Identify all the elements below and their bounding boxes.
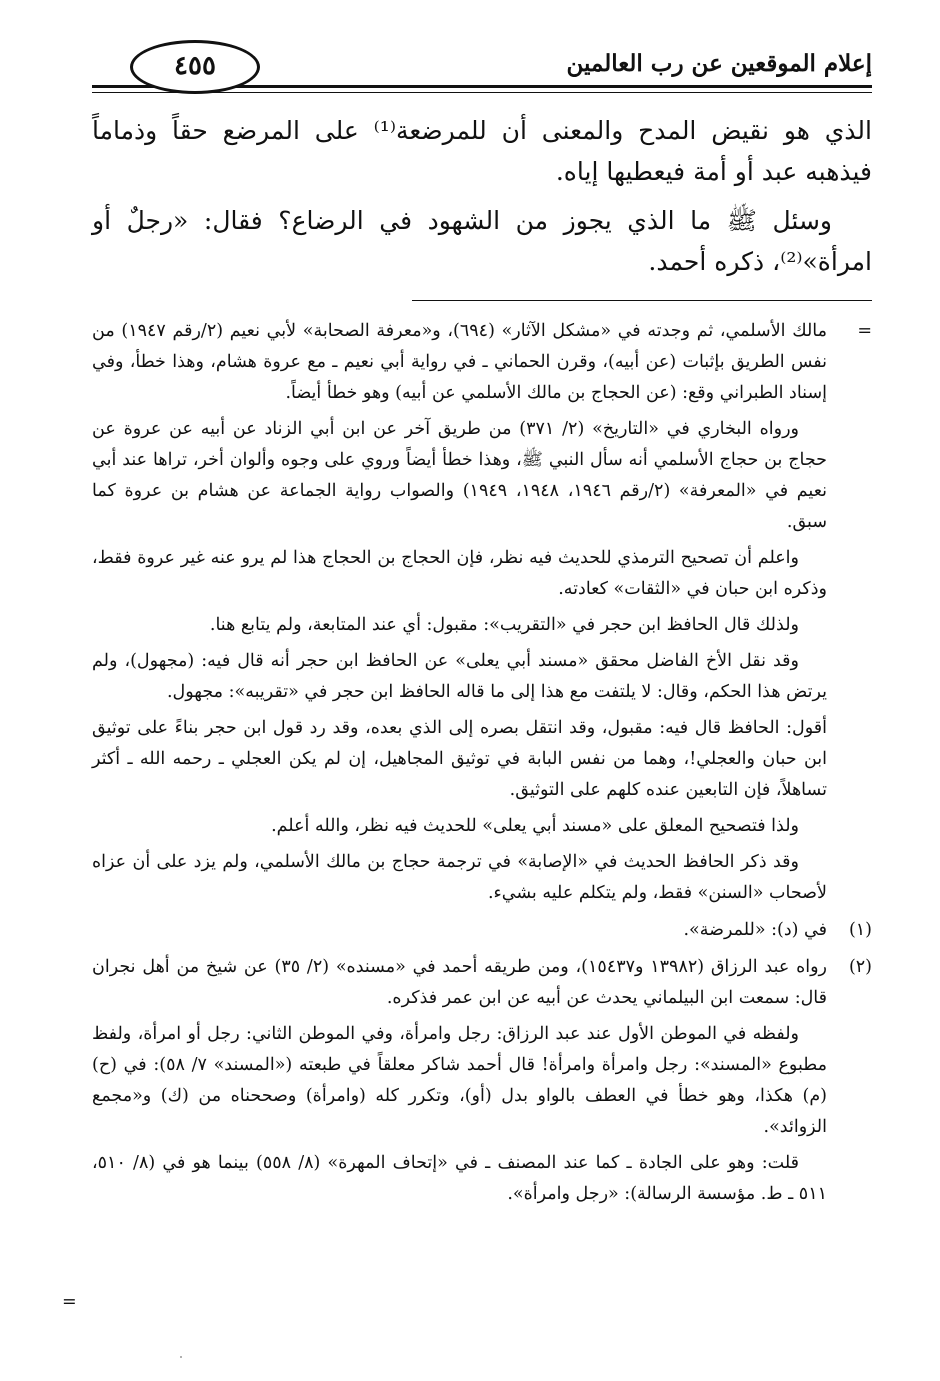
footnote-paragraph: ولذلك قال الحافظ ابن حجر في «التقريب»: مقبول: أي عند المتابعة، ولم يتابع هنا. <box>209 615 799 635</box>
footnote-paragraph: وقد ذكر الحافظ الحديث في «الإصابة» في ترجمة حجاج بن مالك الأسلمي، ولم يزد على أن عزاه لأصحاب «السنن» فقط، ولم يتكلم عليه بشيء. <box>92 852 827 903</box>
footnote-paragraph: رواه عبد الرزاق (١٣٩٨٢ و١٥٤٣٧)، ومن طريقه أحمد في «مسنده» (٢/ ٣٥) عن شيخ من أهل نجران قال: سمعت ابن البيلماني يحدث عن أبيه عن ابن عمر فذكره. <box>92 957 827 1008</box>
footnote-continued <box>92 316 872 909</box>
footnote-1 <box>92 915 872 946</box>
page-number: ٤٥٥ <box>130 40 260 94</box>
footnote-paragraph: مالك الأسلمي، ثم وجدته في «مشكل الآثار» (٦٩٤)، و«معرفة الصحابة» لأبي نعيم (٢/رقم ١٩٤٧) من نفس الطريق بإثبات (عن أبيه)، وقرن الحماني ـ في رواية أبي نعيم ـ مع عروة هشام، وهذا خطأ، وفي إسناد الطبراني وقع: (عن الحجاج بن مالك الأسلمي عن أبيه) وهو خطأ أيضاً. <box>92 321 827 403</box>
main-paragraph-1: الذي هو نقيض المدح والمعنى أن للمرضعة⁽¹⁾ على المرضع حقاً وذماماً فيذهبه عبد أو أمة فيعطيها إياه. <box>92 116 872 186</box>
continuation-mark: = <box>857 321 872 341</box>
main-paragraph-2: وسئل ﷺ ما الذي يجوز من الشهود في الرضاع؟ فقال: «رجلٌ أو امرأة»⁽²⁾، ذكره أحمد. <box>92 206 872 276</box>
footnotes <box>92 316 872 1216</box>
scan-speck <box>180 1356 182 1358</box>
running-title: إعلام الموقعين عن رب العالمين <box>566 50 872 77</box>
page-header <box>92 40 872 92</box>
footnote-number: (١) <box>848 920 872 940</box>
footnote-number: (٢) <box>848 957 872 977</box>
footnote-2 <box>92 952 872 1210</box>
main-text <box>92 110 872 290</box>
footnote-paragraph: ورواه البخاري في «التاريخ» (٢/ ٣٧١) من طريق آخر عن ابن أبي الزناد عن أبيه عن عروة عن حجاج بن حجاج الأسلمي أنه سأل النبي ﷺ، وهذا خطأ أيضاً وروي على وجوه وألوان أخر، تراها عند أبي نعيم في «المعرفة» (٢/رقم ١٩٤٦، ١٩٤٨، ١٩٤٩) والصواب رواية الجماعة عن هشام بن عروة كما سبق. <box>92 419 828 532</box>
continuation-mark: = <box>62 1292 77 1312</box>
footnote-paragraph: قلت: وهو على الجادة ـ كما عند المصنف ـ في «إتحاف المهرة» (٨/ ٥٥٨) بينما هو في (٨/ ٥١٠، ٥١١ ـ ط. مؤسسة الرسالة): «رجل وامرأة». <box>92 1153 827 1204</box>
footnote-paragraph: أقول: الحافظ قال فيه: مقبول، وقد انتقل بصره إلى الذي بعده، وقد رد قول ابن حجر بناءً على توثيق ابن حبان والعجلي!، وهما من نفس البابة في توثيق المجاهيل، إن لم يكن العجلي ـ رحمه الله ـ أكثر تساهلاً، فإن التابعين عنده كلهم على التوثيق. <box>92 718 827 800</box>
footnote-separator <box>412 300 872 301</box>
footnote-paragraph: واعلم أن تصحيح الترمذي للحديث فيه نظر، فإن الحجاج بن الحجاج هذا لم يرو عنه غير عروة فقط، وذكره ابن حبان في «الثقات» كعادته. <box>92 548 827 599</box>
footnote-paragraph: ولذا فتصحيح المعلق على «مسند أبي يعلى» للحديث فيه نظر، والله أعلم. <box>271 816 799 836</box>
footnote-paragraph: ولفظه في الموطن الأول عند عبد الرزاق: رجل وامرأة، وفي الموطن الثاني: رجل أو امرأة، ولفظ مطبوع «المسند»: رجل وامرأة وامرأة! قال أحمد شاكر معلقاً في طبعته («المسند» ٧/ ٥٨): في (ح) (م) هكذا، وهو خطأ في العطف بالواو بدل (أو)، وتكرر كله (وامرأة) وصححناه من (ك) و«مجمع الزوائد». <box>92 1024 827 1137</box>
footnote-paragraph: وقد نقل الأخ الفاضل محقق «مسند أبي يعلى» عن الحافظ ابن حجر أنه قال فيه: (مجهول)، ولم يرتض هذا الحكم، وقال: لا يلتفت مع هذا إلى ما قاله الحافظ ابن حجر في «تقريبه»: مجهول. <box>92 651 827 702</box>
footnote-text: في (د): «للمرضة». <box>683 920 827 940</box>
